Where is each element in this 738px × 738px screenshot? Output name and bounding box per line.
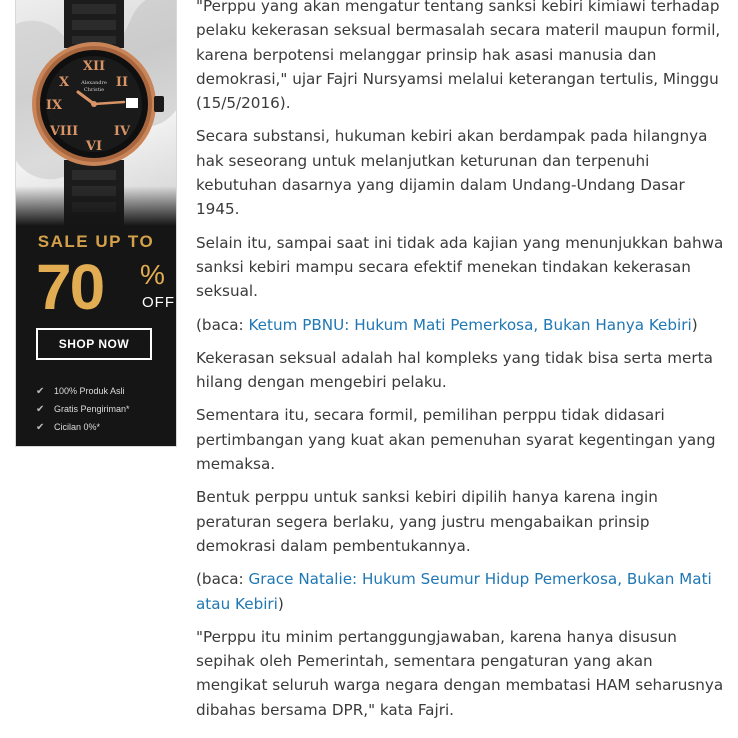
perk-item [36,400,130,418]
ad-photo-fade [16,186,176,226]
svg-text:Alexandre: Alexandre [81,80,107,86]
baca-prefix: (baca: [196,315,249,334]
shop-now-button[interactable]: SHOP NOW [36,328,152,360]
svg-text:XII: XII [82,59,106,74]
sale-up-to-text: SALE UP TO [37,232,155,251]
article-paragraph: Kekerasan seksual adalah hal kompleks yang tidak bisa serta merta hilang dengan mengebiri pelaku. [196,348,713,392]
related-article-link[interactable]: Grace Natalie: Hukum Seumur Hidup Pemerkosa, Bukan Mati atau Kebiri [196,570,712,613]
article-paragraph: "Perppu yang akan mengatur tentang sanksi kebiri kimiawi terhadap pelaku kekerasan seksual bermasalah secara materil maupun formil, karena berpotensi melanggar prinsip hak asasi manusia dan demokrasi," ujar Fajri Nursyamsi melalui keterangan tertulis, Minggu (15/5/2016). [196,0,721,113]
discount-block [36,252,176,322]
discount-percent: 70 [36,251,104,323]
article-paragraph: Bentuk perppu untuk sanksi kebiri dipilih hanya karena ingin peraturan segera berlaku, yang justru mengabaikan prinsip demokrasi dalam pembentukannya. [196,488,658,555]
check-icon: ✔ [36,403,45,415]
article-body [196,0,726,722]
watch-advertisement[interactable] [16,0,176,446]
percent-sign: % [140,259,165,290]
baca-suffix: ) [277,594,284,613]
article-paragraph: Sementara itu, secara formil, pemilihan perppu tidak didasari pertimbangan yang kuat akan pemenuhan syarat kegentingan yang memaksa. [196,406,716,474]
related-article-note [196,567,726,616]
article-paragraph: "Perppu itu minim pertanggungjawaban, karena hanya disusun sepihak oleh Pemerintah, sementara pengaturan yang akan mengikat seluruh warga negara dengan membatasi HAM seharusnya dibahas bersama DPR," kata Fajri. [196,627,724,719]
baca-suffix: ) [691,315,698,334]
article-paragraph: Selain itu, sampai saat ini tidak ada kajian yang menunjukkan bahwa sanksi kebiri mampu secara efektif menekan tindakan kekerasan seksual. [196,233,724,301]
check-icon: ✔ [36,385,45,397]
svg-text:VIII: VIII [49,124,79,139]
perk-label: Gratis Pengiriman* [54,404,130,414]
perk-label: 100% Produk Asli [54,386,125,396]
related-article-link[interactable]: Ketum PBNU: Hukum Mati Pemerkosa, Bukan Hanya Kebiri [248,315,692,334]
baca-prefix: (baca: [196,570,249,589]
perk-item [36,418,130,436]
svg-text:IV: IV [113,124,131,139]
related-article-note [196,313,726,337]
off-text: OFF [142,294,175,311]
svg-text:VI: VI [85,139,103,154]
svg-text:Christie: Christie [83,87,105,93]
article-paragraph: Secara substansi, hukuman kebiri akan berdampak pada hilangnya hak seseorang untuk melanjutkan keturunan dan terpenuhi kebutuhan dasarnya yang dijamin dalam Undang-Undang Dasar 1945. [196,127,708,219]
svg-text:II: II [115,75,129,90]
check-icon: ✔ [36,421,45,433]
svg-text:X: X [58,75,70,90]
svg-text:IX: IX [45,98,63,113]
ad-product-photo [16,0,176,226]
perk-item [36,382,130,400]
ad-perks-list [36,382,130,436]
perk-label: Cicilan 0%* [54,422,101,432]
